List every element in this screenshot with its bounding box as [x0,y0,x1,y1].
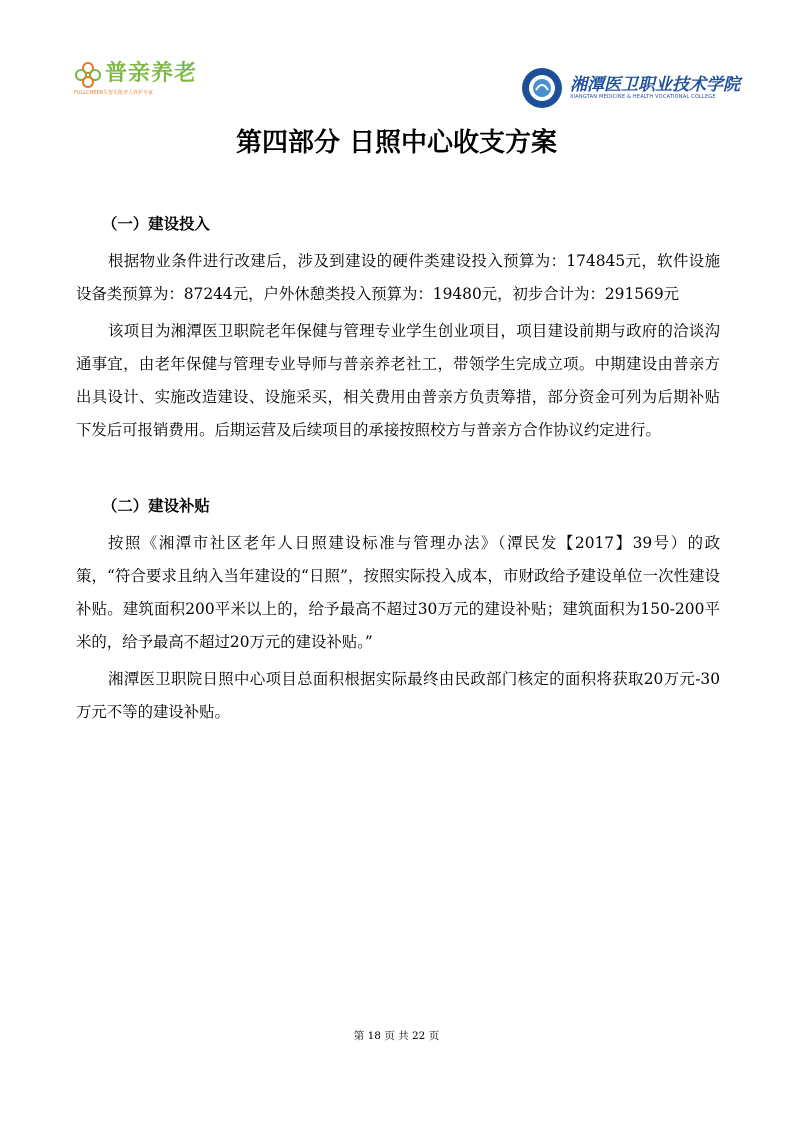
paragraph: 该项目为湘潭医卫职院老年保健与管理专业学生创业项目，项目建设前期与政府的洽谈沟通事宜，由老年保健与管理专业导师与普亲养老社工，带领学生完成立项。中期建设由普亲方出具设计、实施改造建设、设施采买，相关费用由普亲方负责筹措，部分资金可列为后期补贴下发后可报销费用。后期运营及后续项目的承接按照校方与普亲方合作协议约定进行。 [76,322,720,439]
paragraph: 根据物业条件进行改建后，涉及到建设的硬件类建设投入预算为：174845元，软件设施设备类预算为：87244元，户外休憩类投入预算为：19480元，初步合计为：291569元 [76,252,720,303]
page-footer: 第 18 页 共 22 页 [353,1030,440,1042]
right-logo-name: 湘潭医卫职业技术学院 [570,75,740,95]
page-title: 第四部分 日照中心收支方案 [235,128,558,158]
document-body [76,208,720,729]
left-logo-english: FULLCHEER [74,90,104,96]
flower-icon [74,60,102,90]
paragraph: 湘潭医卫职院日照中心项目总面积根据实际最终由民政部门核定的面积将获取20万元-30万元不等的建设补贴。 [76,670,720,721]
college-logo [520,66,740,110]
college-seal-icon [520,66,564,110]
fullcheer-logo [74,58,224,102]
paragraph: 按照《湘潭市社区老年人日照建设标准与管理办法》（潭民发【2017】39号）的政策，“符合要求且纳入当年建设的“日照”，按照实际投入成本，市财政给予建设单位一次性建设补贴。建筑面积200平米以上的，给予最高不超过30万元的建设补贴；建筑面积为150-200平米的，给予最高不超过20万元的建设补贴。” [76,534,720,651]
left-logo-name: 普亲养老 [105,61,198,86]
section-heading: （二）建设补贴 [102,497,210,515]
left-logo-slogan: 失智失能老人养护专家 [103,90,154,96]
right-logo-english: XIANGTAN MEDICINE & HEALTH VOCATIONAL COLLEGE [570,94,716,100]
section-heading: （一）建设投入 [102,215,210,233]
